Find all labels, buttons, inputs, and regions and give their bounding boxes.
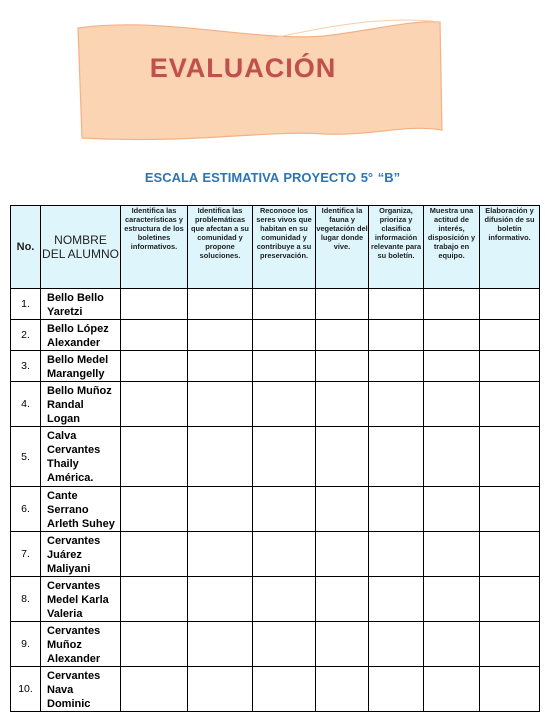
score-cell[interactable] <box>253 622 316 667</box>
score-cell[interactable] <box>369 487 424 532</box>
score-cell[interactable] <box>121 427 188 487</box>
score-cell[interactable] <box>253 487 316 532</box>
row-number: 8. <box>11 577 41 622</box>
row-number: 4. <box>11 382 41 427</box>
score-cell[interactable] <box>188 351 253 382</box>
score-cell[interactable] <box>480 622 540 667</box>
student-name: Bello Muñoz Randal Logan <box>41 382 121 427</box>
score-cell[interactable] <box>369 289 424 320</box>
score-cell[interactable] <box>121 487 188 532</box>
score-cell[interactable] <box>316 427 369 487</box>
score-cell[interactable] <box>188 532 253 577</box>
score-cell[interactable] <box>253 667 316 712</box>
score-cell[interactable] <box>480 487 540 532</box>
column-header-criterion: Identifica la fauna y vegetación del lugar donde vive. <box>316 206 369 289</box>
student-name: Bello López Alexander <box>41 320 121 351</box>
table-row <box>11 532 540 577</box>
student-name: Cervantes Nava Dominic <box>41 667 121 712</box>
student-name: Cante Serrano Arleth Suhey <box>41 487 121 532</box>
score-cell[interactable] <box>253 577 316 622</box>
score-cell[interactable] <box>253 351 316 382</box>
score-cell[interactable] <box>424 667 480 712</box>
page-title: EVALUACIÓN <box>149 53 337 83</box>
score-cell[interactable] <box>480 532 540 577</box>
column-header-criterion: Identifica las problemáticas que afectan a su comunidad y propone soluciones. <box>188 206 253 289</box>
score-cell[interactable] <box>369 351 424 382</box>
table-row <box>11 320 540 351</box>
row-number: 7. <box>11 532 41 577</box>
score-cell[interactable] <box>188 382 253 427</box>
score-cell[interactable] <box>369 577 424 622</box>
student-name: Cervantes Medel Karla Valeria <box>41 577 121 622</box>
table-row <box>11 622 540 667</box>
score-cell[interactable] <box>424 382 480 427</box>
score-cell[interactable] <box>316 487 369 532</box>
score-cell[interactable] <box>121 289 188 320</box>
score-cell[interactable] <box>121 320 188 351</box>
student-name: Bello Medel Marangelly <box>41 351 121 382</box>
score-cell[interactable] <box>121 351 188 382</box>
row-number: 2. <box>11 320 41 351</box>
column-header-student-name: NOMBRE DEL ALUMNO <box>41 206 121 289</box>
score-cell[interactable] <box>121 577 188 622</box>
score-cell[interactable] <box>369 382 424 427</box>
row-number: 9. <box>11 622 41 667</box>
score-cell[interactable] <box>424 427 480 487</box>
column-header-number: No. <box>11 206 41 289</box>
score-cell[interactable] <box>253 320 316 351</box>
score-cell[interactable] <box>480 320 540 351</box>
score-cell[interactable] <box>480 382 540 427</box>
score-cell[interactable] <box>480 351 540 382</box>
column-header-criterion: Reconoce los seres vivos que habitan en su comunidad y contribuye a su preservación. <box>253 206 316 289</box>
table-row <box>11 577 540 622</box>
score-cell[interactable] <box>188 667 253 712</box>
row-number: 10. <box>11 667 41 712</box>
table-row <box>11 427 540 487</box>
student-name: Cervantes Juárez Maliyani <box>41 532 121 577</box>
score-cell[interactable] <box>424 320 480 351</box>
score-cell[interactable] <box>480 667 540 712</box>
score-cell[interactable] <box>188 289 253 320</box>
score-cell[interactable] <box>316 382 369 427</box>
row-number: 5. <box>11 427 41 487</box>
column-header-criterion: Identifica las características y estructura de los boletines informativos. <box>121 206 188 289</box>
score-cell[interactable] <box>121 532 188 577</box>
row-number: 1. <box>11 289 41 320</box>
column-header-criterion: Organiza, prioriza y clasifica información relevante para su boletín. <box>369 206 424 289</box>
score-cell[interactable] <box>188 487 253 532</box>
score-cell[interactable] <box>188 577 253 622</box>
row-number: 6. <box>11 487 41 532</box>
student-name: Bello Bello Yaretzi <box>41 289 121 320</box>
score-cell[interactable] <box>480 577 540 622</box>
column-header-criterion: Elaboración y difusión de su boletín informativo. <box>480 206 540 289</box>
score-cell[interactable] <box>480 289 540 320</box>
score-cell[interactable] <box>121 622 188 667</box>
score-cell[interactable] <box>121 667 188 712</box>
table-row <box>11 351 540 382</box>
score-cell[interactable] <box>424 289 480 320</box>
score-cell[interactable] <box>369 532 424 577</box>
table-row <box>11 289 540 320</box>
score-cell[interactable] <box>253 427 316 487</box>
score-cell[interactable] <box>188 622 253 667</box>
score-cell[interactable] <box>424 351 480 382</box>
score-cell[interactable] <box>253 382 316 427</box>
table-row <box>11 382 540 427</box>
table-row <box>11 667 540 712</box>
score-cell[interactable] <box>316 622 369 667</box>
score-cell[interactable] <box>369 667 424 712</box>
row-number: 3. <box>11 351 41 382</box>
score-cell[interactable] <box>424 487 480 532</box>
score-cell[interactable] <box>316 667 369 712</box>
table-row <box>11 487 540 532</box>
student-name: Cervantes Muñoz Alexander <box>41 622 121 667</box>
evaluation-table <box>10 205 540 712</box>
score-cell[interactable] <box>369 320 424 351</box>
score-cell[interactable] <box>369 622 424 667</box>
page-subtitle: ESCALA ESTIMATIVA PROYECTO 5° “B” <box>144 170 401 185</box>
score-cell[interactable] <box>121 382 188 427</box>
score-cell[interactable] <box>316 320 369 351</box>
student-name: Calva Cervantes Thaily América. <box>41 427 121 487</box>
score-cell[interactable] <box>424 532 480 577</box>
score-cell[interactable] <box>316 289 369 320</box>
table-header-row <box>11 206 540 289</box>
score-cell[interactable] <box>316 532 369 577</box>
score-cell[interactable] <box>316 351 369 382</box>
score-cell[interactable] <box>316 577 369 622</box>
score-cell[interactable] <box>253 532 316 577</box>
score-cell[interactable] <box>253 289 316 320</box>
score-cell[interactable] <box>188 427 253 487</box>
score-cell[interactable] <box>424 577 480 622</box>
score-cell[interactable] <box>424 622 480 667</box>
score-cell[interactable] <box>480 427 540 487</box>
column-header-criterion: Muestra una actitud de interés, disposición y trabajo en equipo. <box>424 206 480 289</box>
score-cell[interactable] <box>369 427 424 487</box>
score-cell[interactable] <box>188 320 253 351</box>
